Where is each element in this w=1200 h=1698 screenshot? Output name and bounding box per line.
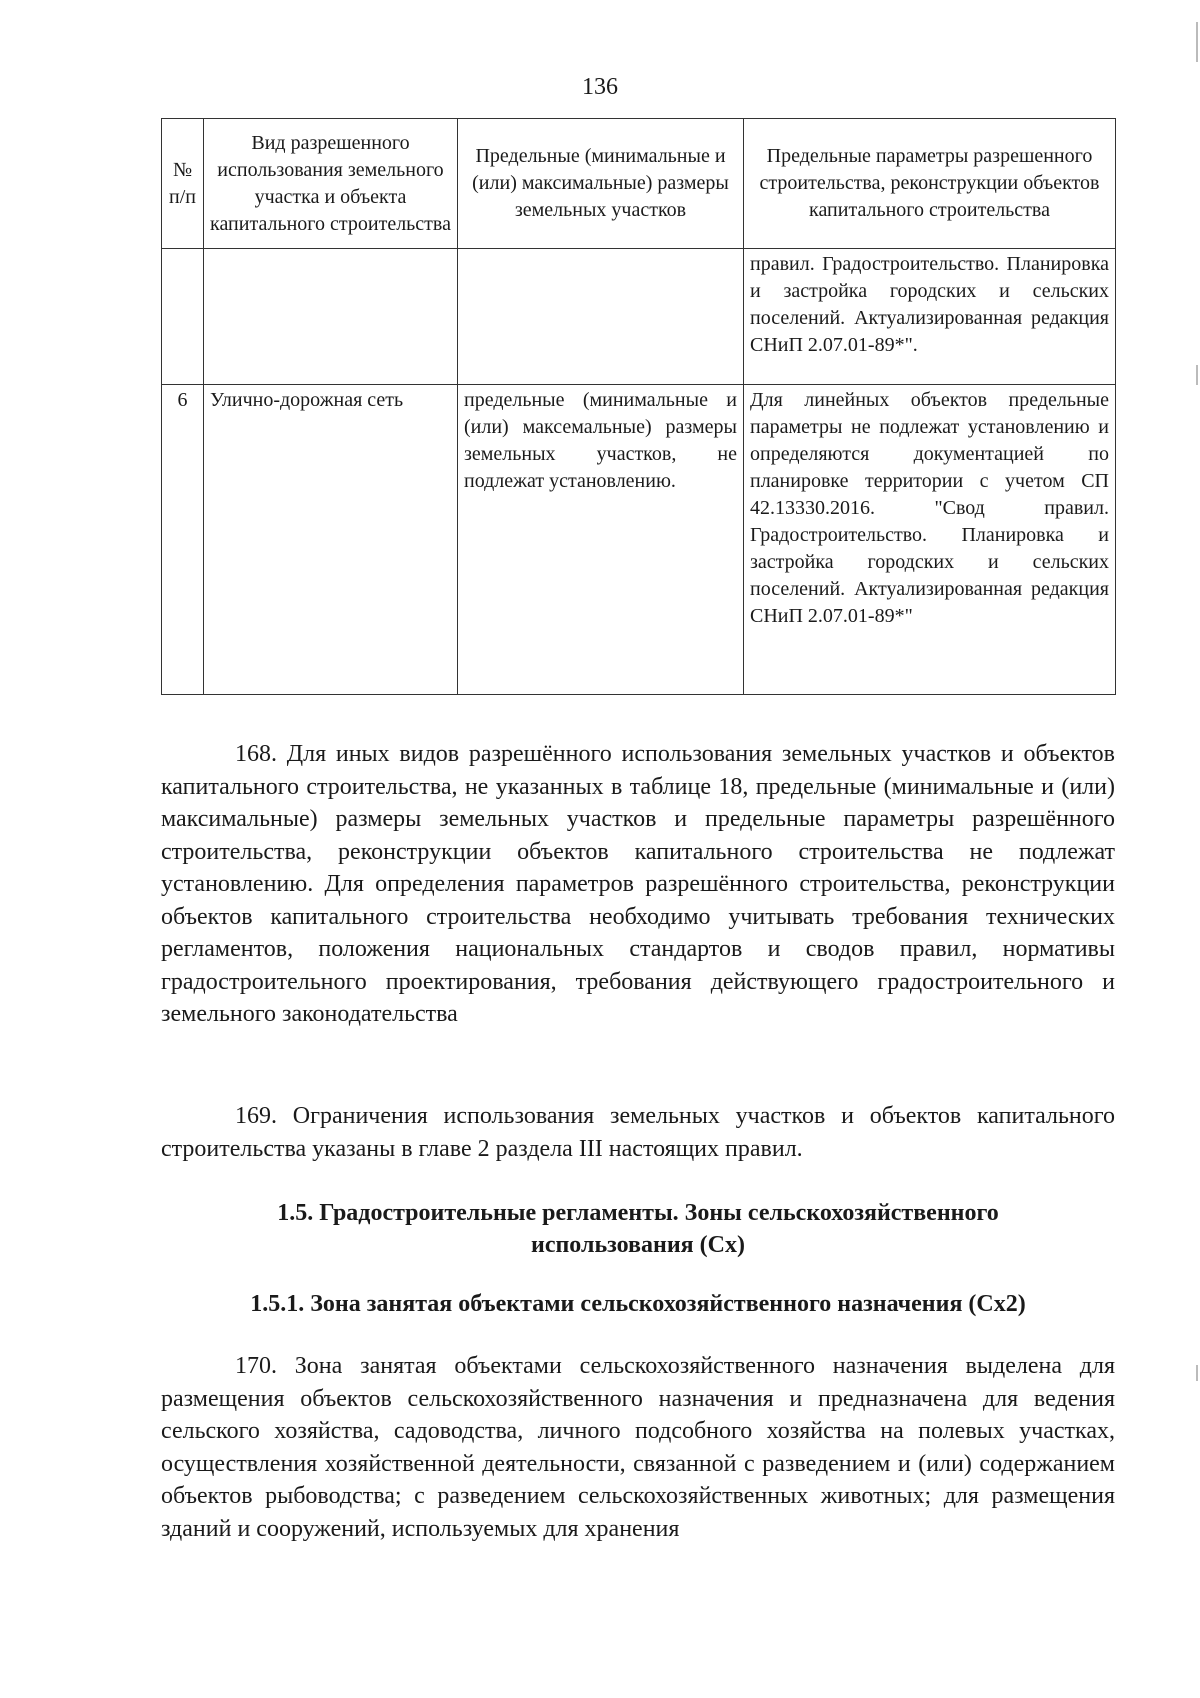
paragraph-170: 170. Зона занятая объектами сельскохозяйственного назначения выделена для размещения объектов сельскохозяйственного назначения и предназначена для ведения сельского хозяйства, садоводства, личного подсобного хозяйства на полевых участках, осуществления хозяйственной деятельности, связанной с разведением и (или) содержанием объектов рыбоводства; с разведением сельскохозяйственных животных; для размещения зданий и сооружений, используемых для хранения [161, 1353, 1115, 1542]
row-plot-sizes [458, 249, 744, 385]
table-row [162, 385, 1116, 695]
row-construction-params: Для линейных объектов предельные параметры не подлежат установлению и определяются документацией по планировке территории с учетом СП 42.13330.2016. "Свод правил. Градостроительство. Планировка и застройка городских и сельских поселений. Актуализированная редакция СНиП 2.07.01-89*" [744, 385, 1116, 695]
table-header-row [162, 119, 1116, 249]
header-plot-sizes: Предельные (минимальные и (или) максимальные) размеры земельных участков [458, 119, 744, 249]
scan-margin-mark [1196, 365, 1198, 385]
row-number: 6 [162, 385, 204, 695]
row-number [162, 249, 204, 385]
table-row [162, 249, 1116, 385]
subsection-heading: 1.5.1. Зона занятая объектами сельскохозяйственного назначения (Сх2) [250, 1291, 1026, 1317]
regulation-table [161, 118, 1116, 695]
paragraph-169: 169. Ограничения использования земельных участков и объектов капитального строительства указаны в главе 2 раздела III настоящих правил. [161, 1103, 1115, 1162]
header-number: № п/п [162, 119, 204, 249]
row-use-type: Улично-дорожная сеть [204, 385, 458, 695]
section-heading: 1.5. Градостроительные регламенты. Зоны сельскохозяйственного использования (Сх) [277, 1200, 999, 1258]
header-use-type: Вид разрешенного использования земельного участка и объекта капитального строительства [204, 119, 458, 249]
page-number: 136 [582, 74, 618, 100]
scan-margin-mark [1196, 22, 1198, 62]
row-use-type [204, 249, 458, 385]
paragraph-168: 168. Для иных видов разрешённого использования земельных участков и объектов капитального строительства, не указанных в таблице 18, предельные (минимальные и (или) максимальные) размеры земельных участков и предельные параметры разрешённого строительства, реконструкции объектов капитального строительства не подлежат установлению. Для определения параметров разрешённого строительства, реконструкции объектов капитального строительства необходимо учитывать требования технических регламентов, положения национальных стандартов и сводов правил, нормативы градостроительного проектирования, требования действующего градостроительного и земельного законодательства [161, 741, 1115, 1027]
row-construction-params: правил. Градостроительство. Планировка и застройка городских и сельских поселений. Актуализированная редакция СНиП 2.07.01-89*". [744, 249, 1116, 385]
scan-margin-mark [1196, 1365, 1198, 1381]
row-plot-sizes: предельные (минимальные и (или) максемальные) размеры земельных участков, не подлежат установлению. [458, 385, 744, 695]
header-construction-params: Предельные параметры разрешенного строительства, реконструкции объектов капитального строительства [744, 119, 1116, 249]
